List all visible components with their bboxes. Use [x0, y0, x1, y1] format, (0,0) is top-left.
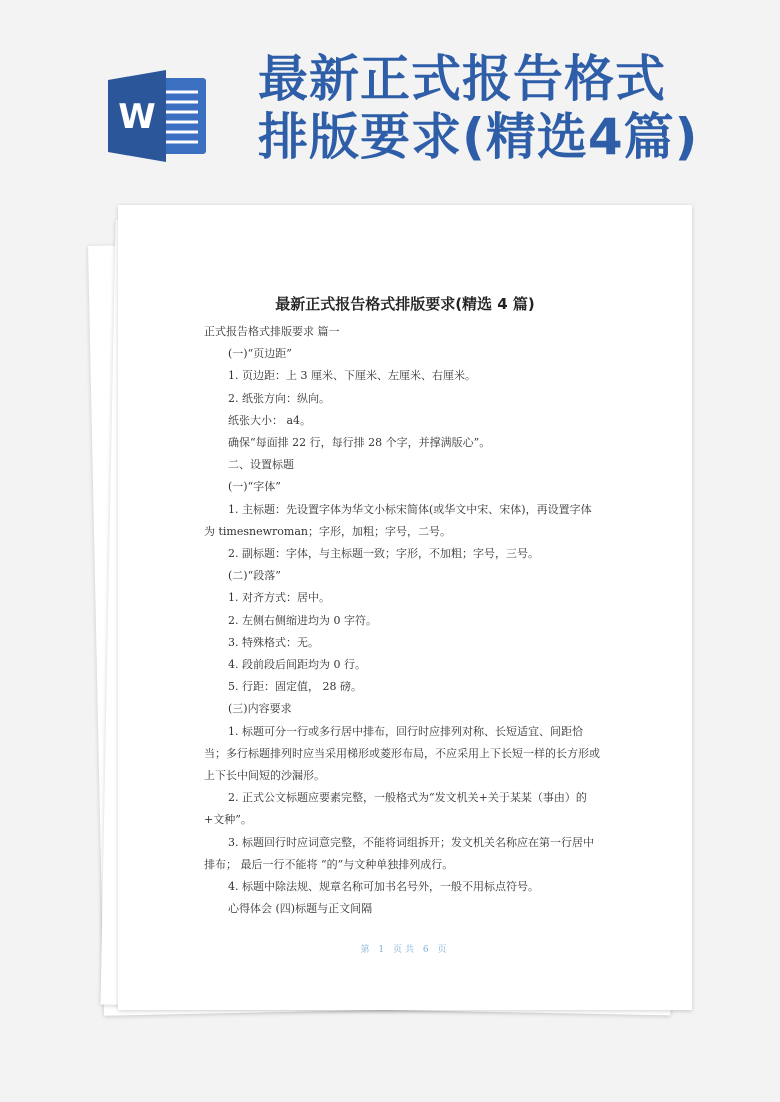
document-paragraph: (二)“段落” [228, 569, 281, 583]
word-icon [108, 70, 208, 162]
document-paragraph: (一)“字体” [228, 480, 281, 494]
banner-title [258, 50, 758, 166]
document-paragraph: 2. 左侧右侧缩进均为 0 字符。 [228, 613, 377, 627]
document-body [204, 321, 602, 920]
banner-title-line1: 最新正式报告格式 [258, 50, 666, 108]
document-paragraph: 二、设置标题 [228, 458, 294, 472]
document-paragraph: 2. 副标题：字体，与主标题一致；字形，不加粗；字号，三号。 [228, 547, 539, 561]
document-paragraph: 4. 标题中除法规、规章名称可加书名号外，一般不用标点符号。 [228, 880, 539, 894]
document-paragraph: 确保“每面排 22 行，每行排 28 个字，并撑满版心”。 [228, 436, 491, 450]
document-paragraph: (一)“页边距” [228, 347, 292, 361]
document-paragraph: 1. 页边距：上 3 厘米、下厘米、左厘米、右厘米。 [228, 369, 476, 383]
document-paragraph: 心得体会 (四)标题与正文间隔 [228, 902, 373, 916]
document-paragraph: 3. 标题回行时应词意完整，不能将词组拆开；发文机关名称应在第一行居中排布； 最后一行不能将 “的”与文种单独排列成行。 [204, 835, 594, 871]
document-page [118, 205, 692, 1010]
document-paragraph: 1. 对齐方式：居中。 [228, 591, 330, 605]
document-title: 最新正式报告格式排版要求(精选 4 篇) [275, 295, 535, 313]
document-paragraph: 1. 标题可分一行或多行居中排布，回行时应排列对称、长短适宜、间距恰当；多行标题排列时应当采用梯形或菱形布局，不应采用上下长短一样的长方形或上下长中间短的沙漏形。 [204, 724, 600, 783]
document-paragraph: 3. 特殊格式：无。 [228, 635, 319, 649]
svg-text:W: W [118, 97, 156, 137]
document-paragraph: 2. 正式公文标题应要素完整，一般格式为“发文机关+关于某某（事由）的+文种”。 [204, 791, 587, 827]
document-paragraph: 1. 主标题：先设置字体为华文小标宋简体(或华文中宋、宋体)，再设置字体为 timesnewroman；字形，加粗；字号，二号。 [204, 502, 592, 538]
document-paragraph: 2. 纸张方向：纵向。 [228, 391, 330, 405]
document-paragraph: 正式报告格式排版要求 篇一 [204, 325, 340, 338]
document-paragraph: 4. 段前段后间距均为 0 行。 [228, 658, 366, 672]
page-footer: 第 1 页共 6 页 [360, 945, 450, 955]
banner-title-line2: 排版要求(精选4篇) [258, 108, 699, 166]
document-paragraph: 5. 行距：固定值， 28 磅。 [228, 680, 362, 694]
document-paragraph: 纸张大小： a4。 [228, 413, 312, 427]
document-paragraph: (三)内容要求 [228, 702, 292, 716]
